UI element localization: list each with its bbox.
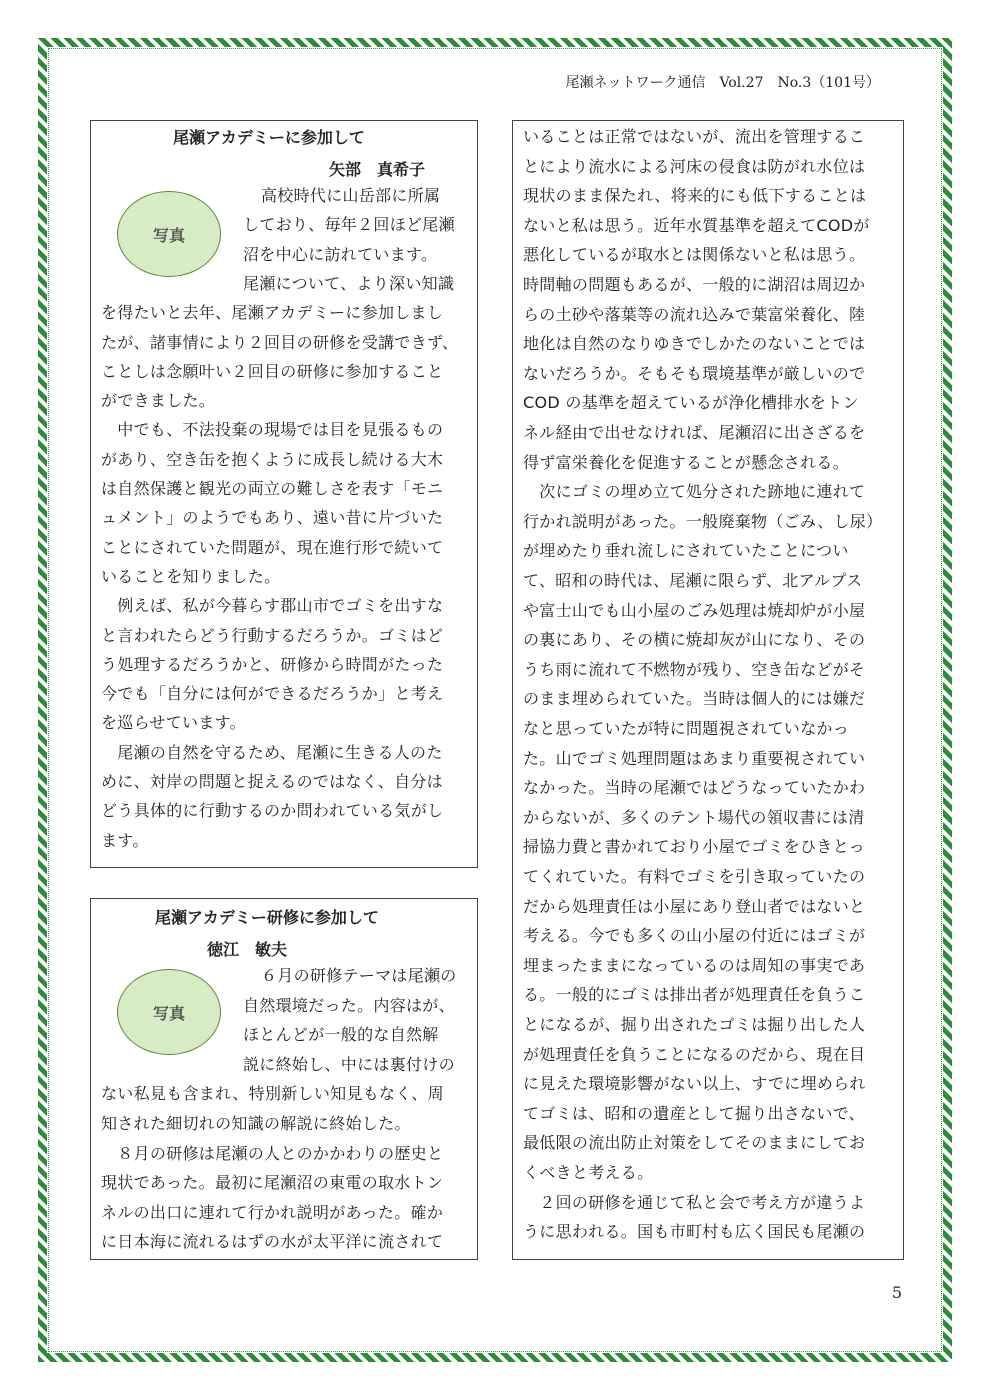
text-line: とになるが、掘り出されたゴミは掘り出した人: [523, 1015, 866, 1034]
text-line: ほとんどが一般的な自然解: [243, 1025, 439, 1045]
text-line: とにより流水による河床の侵食は防がれ水位は: [523, 156, 866, 176]
page-number: 5: [891, 1283, 902, 1302]
text-line: に日本海に流れるはずの水が太平洋に流されて: [101, 1232, 444, 1252]
text-line: らの土砂や落葉等の流れ込みで葉富栄養化、陸: [523, 304, 866, 324]
text-line: 自然環境だった。内容はが、: [243, 995, 455, 1015]
newsletter-header: 尾瀬ネットワーク通信 Vol.27 No.3（101号）: [565, 75, 880, 91]
text-line: や富士山でも山小屋のごみ処理は焼却炉が小屋: [523, 600, 866, 620]
text-line: ことにされていた問題が、現在進行形で続いて: [101, 537, 444, 557]
text-line: うに思われる。国も市町村も広く国民も尾瀬の: [523, 1222, 866, 1242]
text-line: ないと私は思う。近年水質基準を超えてCODが: [523, 215, 870, 235]
article-continuation-column: [512, 120, 904, 1260]
text-line: どう具体的に行動するのか問われている気がし: [101, 801, 444, 821]
article-box-yabe: [90, 120, 478, 868]
text-line: ２回の研修を通じて私と会で考え方が違うよ: [523, 1192, 866, 1212]
text-line: 次にゴミの埋め立て処分された跡地に連れて: [523, 482, 866, 502]
text-line: なと思っていたが特に問題視されていなかっ: [523, 719, 850, 738]
text-line: 中でも、不法投棄の現場では目を見張るもの: [101, 420, 444, 440]
text-line: を得たいと去年、尾瀬アカデミーに参加しまし: [101, 303, 444, 323]
article-box-tokue: [90, 898, 478, 1260]
text-line: 考える。今でも多くの山小屋の付近にはゴミが: [523, 926, 866, 946]
text-line: 最低限の流出防止対策をしてそのままにしてお: [523, 1133, 866, 1153]
article-title: 尾瀬アカデミーに参加して: [173, 128, 365, 147]
text-line: 説に終始し、中には裏付けの: [243, 1054, 455, 1074]
text-line: うち雨に流れて不燃物が残り、空き缶などがそ: [523, 659, 866, 679]
text-line: 掃協力費と書かれており小屋でゴミをひきとっ: [523, 837, 865, 857]
text-line: て、昭和の時代は、尾瀬に限らず、北アルプス: [523, 571, 863, 590]
text-line: しており、毎年２回ほど尾瀬: [243, 215, 455, 235]
text-line: 地化は自然のなりゆきでしかたのないことでは: [523, 334, 866, 354]
text-line: 今でも「自分には何ができるだろうか」と考え: [101, 684, 444, 704]
text-line: 現状であった。最初に尾瀬沼の東電の取水トン: [101, 1173, 444, 1193]
text-line: 例えば、私が今暮らす郡山市でゴミを出すな: [101, 596, 444, 616]
text-line: 行かれ説明があった。一般廃棄物（ごみ、し尿）: [523, 511, 883, 531]
text-line: だから処理責任は小屋にあり登山者ではないと: [523, 896, 866, 916]
text-line: が埋めたり垂れ流しにされていたことについ: [523, 541, 849, 561]
text-line: の裏にあり、その横に焼却灰が山になり、その: [523, 630, 866, 650]
text-line: と言われたらどう行動するだろうか。ゴミはど: [101, 625, 444, 645]
text-line: 知された細切れの知識の解説に終始した。: [101, 1114, 411, 1133]
text-line: が処理責任を負うことになるのだから、現在目: [523, 1044, 866, 1064]
text-line: いることを知りました。: [101, 566, 281, 586]
text-line: ないだろうか。そもそも環境基準が厳しいので: [523, 363, 866, 383]
text-line: 現状のまま保たれ、将来的にも低下することは: [523, 186, 867, 206]
text-line: に見えた環境影響がない以上、すでに埋められ: [523, 1074, 866, 1094]
text-line: 悪化しているが取水とは関係ないと私は思う。: [523, 245, 866, 265]
text-line: う処理するだろうかと、研修から時間がたった: [101, 654, 444, 674]
text-line: 沼を中心に訪れています。: [243, 244, 438, 264]
text-line: 得ず富栄養化を促進することが懸念される。: [523, 452, 850, 472]
article-author: 徳江 敏夫: [207, 940, 288, 959]
text-line: ネル経由で出せなければ、尾瀬沼に出さざるを: [523, 423, 866, 442]
text-line: のまま埋められていた。当時は個人的には嫌だ: [523, 689, 866, 709]
text-line: てくれていた。有料でゴミを引き取っていたの: [523, 867, 866, 886]
text-line: た。山でゴミ処理問題はあまり重要視されてい: [523, 748, 866, 768]
photo-placeholder: 写真: [117, 969, 221, 1055]
text-line: 尾瀬の自然を守るため、尾瀬に生きる人のた: [101, 742, 443, 762]
text-line: 高校時代に山岳部に所属: [261, 186, 441, 205]
text-line: ます。: [101, 830, 149, 850]
text-line: からないが、多くのテント場代の領収書には清: [523, 807, 865, 827]
photo-placeholder: 写真: [117, 191, 221, 277]
text-line: る。一般的にゴミは排出者が処理責任を負うこ: [523, 985, 866, 1005]
text-line: くべきと考える。: [523, 1163, 654, 1182]
text-line: たが、諸事情により２回目の研修を受講できず、: [101, 332, 459, 352]
text-line: いることは正常ではないが、流出を管理するこ: [523, 127, 866, 146]
text-line: てゴミは、昭和の遺産として掘り出さないで、: [523, 1103, 865, 1123]
text-line: 尾瀬について、より深い知識: [243, 273, 455, 293]
text-line: は自然保護と観光の両立の難しさを表す「モニ: [101, 479, 444, 498]
text-line: ができました。: [101, 391, 216, 411]
article-title: 尾瀬アカデミー研修に参加して: [155, 908, 379, 927]
text-line: COD の基準を超えているが浄化槽排水をトン: [523, 393, 859, 413]
text-line: ュメント」のようでもあり、遠い昔に片づいた: [101, 508, 444, 528]
text-line: ６月の研修テーマは尾瀬の: [261, 966, 457, 985]
text-line: なかった。当時の尾瀬ではどうなっていたかわ: [523, 778, 866, 798]
text-line: 時間軸の問題もあるが、一般的に湖沼は周辺か: [523, 275, 866, 294]
text-line: を巡らせています。: [101, 713, 246, 733]
text-line: 埋まったままになっているのは周知の事実であ: [523, 955, 866, 975]
article-author: 矢部 真希子: [329, 160, 426, 179]
text-line: めに、対岸の問題と捉えるのではなく、自分は: [101, 772, 443, 791]
text-line: ネルの出口に連れて行かれ説明があった。確か: [101, 1202, 444, 1222]
text-line: があり、空き缶を抱くように成長し続ける大木: [101, 449, 444, 469]
text-line: ８月の研修は尾瀬の人とのかかわりの歴史と: [101, 1143, 444, 1163]
text-line: ない私見も含まれ、特別新しい知見もなく、周: [101, 1084, 444, 1104]
text-line: ことしは念願叶い２回目の研修に参加すること: [101, 361, 444, 381]
